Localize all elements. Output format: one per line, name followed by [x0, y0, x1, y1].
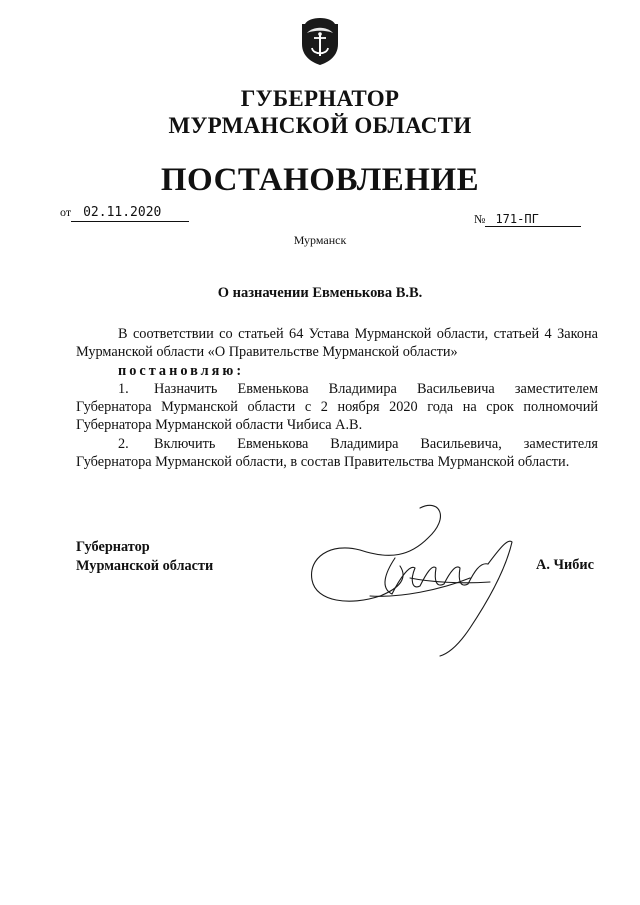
list-item [76, 380, 598, 435]
signatory-name: А. Чибис [536, 557, 594, 573]
document-date: 02.11.2020 [71, 205, 189, 222]
item-text: Включить Евменькова Владимира Васильевича, заместителя Губернатора Мурманской области, в состав Правительства Мурманской области. [76, 435, 598, 471]
number-prefix: № [474, 212, 486, 226]
signatory-position [76, 538, 213, 576]
item-number: 1. [118, 380, 129, 397]
decree-word: постановляю: [118, 362, 245, 379]
list-item [76, 435, 598, 472]
item-number: 2. [118, 435, 129, 452]
document-body [76, 325, 598, 471]
position-line: Мурманской области [76, 558, 214, 574]
issuer-region: МУРМАНСКОЙ ОБЛАСТИ [168, 113, 472, 138]
document-subject: О назначении Евменькова В.В. [217, 285, 423, 301]
position-line: Губернатор [76, 539, 150, 555]
document-type: ПОСТАНОВЛЕНИЕ [160, 162, 480, 198]
item-text: Назначить Евменькова Владимира Васильевича заместителем Губернатора Мурманской области с 2 ноября 2020 года на срок полномочий Губернатора Мурманской области Чибиса А.В. [76, 380, 598, 434]
number-line [474, 212, 581, 227]
preamble: В соответствии со статьей 64 Устава Мурманской области, статьей 4 Закона Мурманской области «О Правительстве Мурманской области» [76, 326, 598, 361]
document-number: 171-ПГ [485, 212, 581, 227]
handwritten-signature [300, 498, 530, 663]
date-line [60, 205, 189, 222]
date-prefix: от [60, 205, 72, 219]
issuer-title: ГУБЕРНАТОР [240, 86, 400, 111]
coat-of-arms-icon [299, 14, 341, 66]
city: Мурманск [293, 233, 347, 247]
